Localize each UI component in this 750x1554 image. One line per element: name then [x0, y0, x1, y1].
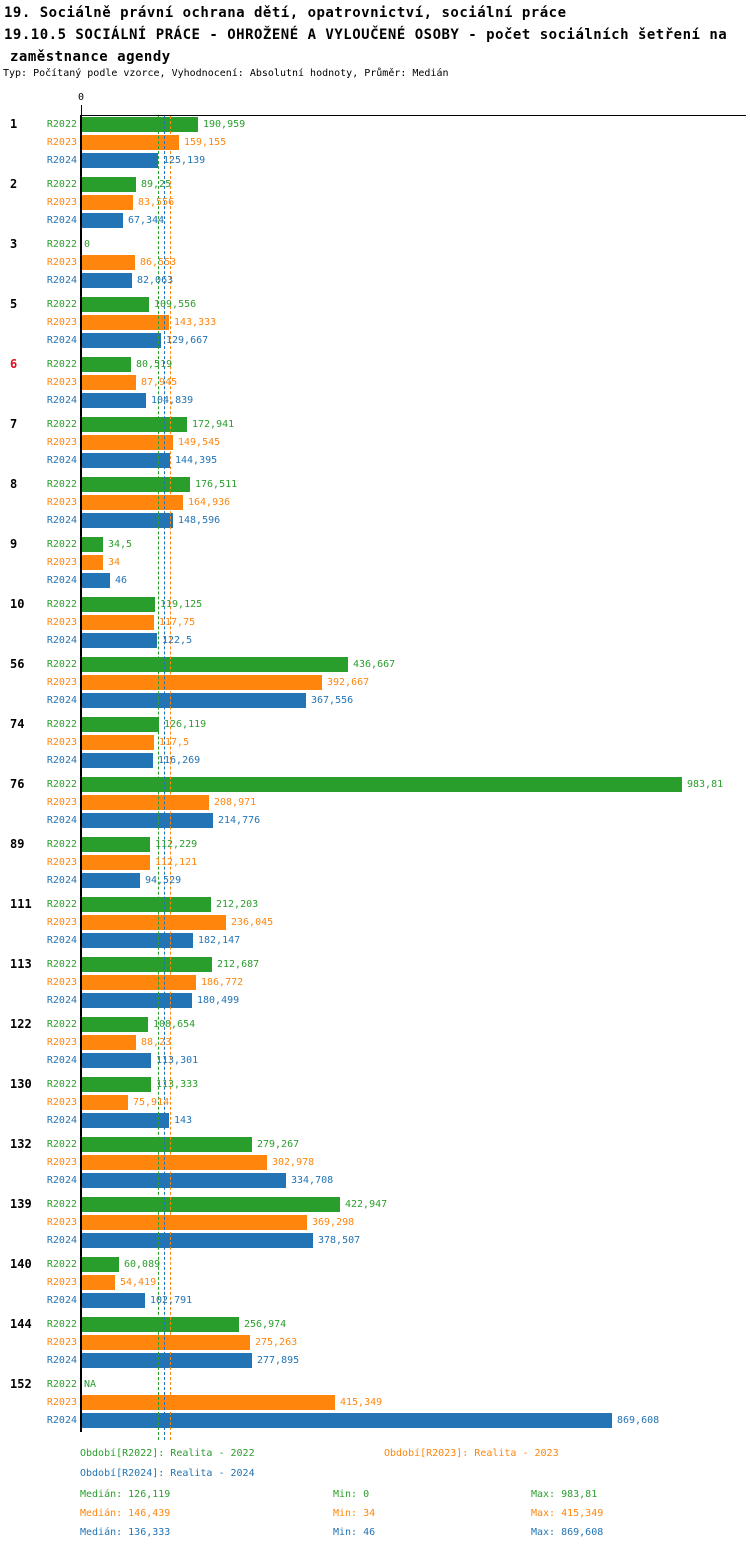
bar: [82, 897, 211, 912]
bar: [82, 435, 173, 450]
series-label: R2022: [46, 1259, 77, 1270]
bar-value-label: 116,269: [158, 755, 201, 766]
bar-value-label: 0: [84, 239, 91, 250]
bar: [82, 1293, 145, 1308]
bar: [82, 315, 169, 330]
series-label: R2022: [46, 1139, 77, 1150]
bar: [82, 615, 154, 630]
bar: [82, 597, 155, 612]
series-label: R2024: [46, 575, 77, 586]
series-label: R2024: [46, 335, 77, 346]
series-label: R2023: [46, 677, 77, 688]
series-label: R2023: [46, 377, 77, 388]
series-label: R2022: [46, 1199, 77, 1210]
group-label: 7: [10, 417, 18, 431]
bar: [82, 453, 170, 468]
bar: [82, 1173, 286, 1188]
bar: [82, 1353, 252, 1368]
series-label: R2023: [46, 437, 77, 448]
bar-value-label: 182,147: [198, 935, 241, 946]
series-label: R2022: [46, 719, 77, 730]
stat-min-r2024: Min: 46: [333, 1527, 376, 1538]
bar: [82, 195, 133, 210]
bar-value-label: 75,914: [133, 1097, 170, 1108]
series-label: R2022: [46, 539, 77, 550]
series-label: R2022: [46, 1319, 77, 1330]
bar-value-label: 117,5: [159, 737, 190, 748]
bar-value-label: 302,978: [272, 1157, 315, 1168]
bar: [82, 177, 136, 192]
series-label: R2023: [46, 197, 77, 208]
group-label: 9: [10, 537, 18, 551]
bar: [82, 1137, 252, 1152]
bar-value-label: 143: [174, 1115, 193, 1126]
bar-value-label: 378,507: [318, 1235, 361, 1246]
series-label: R2023: [46, 617, 77, 628]
group-label: 56: [10, 657, 25, 671]
report-title-line1: 19. Sociálně právní ochrana dětí, opatrovnictví, sociální práce: [4, 5, 567, 21]
bar: [82, 1113, 169, 1128]
series-label: R2023: [46, 797, 77, 808]
series-label: R2023: [46, 737, 77, 748]
report-title-line2: 19.10.5 SOCIÁLNÍ PRÁCE - OHROŽENÉ A VYLOUČENÉ OSOBY - počet sociálních šetření na: [4, 27, 728, 43]
bar: [82, 777, 682, 792]
series-label: R2022: [46, 299, 77, 310]
bar: [82, 795, 209, 810]
bar-value-label: 34: [108, 557, 121, 568]
bar-value-label: 129,667: [166, 335, 209, 346]
bar: [82, 1413, 612, 1428]
bar: [82, 1275, 115, 1290]
bar: [82, 993, 192, 1008]
series-label: R2022: [46, 959, 77, 970]
bar-value-label: 869,608: [617, 1415, 660, 1426]
legend-item-r2024: Období[R2024]: Realita - 2024: [80, 1468, 255, 1479]
bar: [82, 495, 183, 510]
series-label: R2022: [46, 1019, 77, 1030]
series-label: R2022: [46, 359, 77, 370]
bar-value-label: NA: [84, 1379, 97, 1390]
group-label: 10: [10, 597, 25, 611]
stat-min-r2022: Min: 0: [333, 1489, 370, 1500]
series-label: R2023: [46, 1337, 77, 1348]
group-label: 132: [10, 1137, 32, 1151]
bar-value-label: 164,936: [188, 497, 231, 508]
series-label: R2023: [46, 1157, 77, 1168]
bar: [82, 1257, 119, 1272]
group-label: 111: [10, 897, 32, 911]
bar: [82, 855, 150, 870]
group-label: 8: [10, 477, 18, 491]
series-label: R2022: [46, 239, 77, 250]
bar-value-label: 176,511: [195, 479, 238, 490]
bar-value-label: 108,654: [153, 1019, 196, 1030]
bar-value-label: 149,545: [178, 437, 221, 448]
group-label: 139: [10, 1197, 32, 1211]
bar: [82, 513, 173, 528]
bar-value-label: 212,203: [216, 899, 259, 910]
bar: [82, 1155, 267, 1170]
bar-value-label: 190,959: [203, 119, 246, 130]
stat-max-r2023: Max: 415,349: [531, 1508, 604, 1519]
stat-min-r2023: Min: 34: [333, 1508, 376, 1519]
legend-item-r2022: Období[R2022]: Realita - 2022: [80, 1448, 255, 1459]
bar: [82, 633, 157, 648]
bar: [82, 873, 140, 888]
series-label: R2024: [46, 815, 77, 826]
bar: [82, 753, 153, 768]
bar-value-label: 104,839: [151, 395, 194, 406]
series-label: R2024: [46, 1055, 77, 1066]
series-label: R2022: [46, 419, 77, 430]
stat-max-r2024: Max: 869,608: [531, 1527, 604, 1538]
series-label: R2024: [46, 1415, 77, 1426]
series-label: R2023: [46, 1277, 77, 1288]
bar: [82, 393, 146, 408]
series-label: R2024: [46, 635, 77, 646]
bar: [82, 1035, 136, 1050]
series-label: R2024: [46, 935, 77, 946]
series-label: R2023: [46, 137, 77, 148]
bar: [82, 273, 132, 288]
bar-value-label: 54,419: [120, 1277, 157, 1288]
bar-value-label: 126,119: [164, 719, 207, 730]
bar-value-label: 143,333: [174, 317, 217, 328]
bar-value-label: 82,063: [137, 275, 174, 286]
bar-value-label: 436,667: [353, 659, 396, 670]
bar-value-label: 983,81: [687, 779, 724, 790]
group-label: 3: [10, 237, 18, 251]
bar-value-label: 113,301: [156, 1055, 199, 1066]
bar: [82, 1053, 151, 1068]
bar-value-label: 214,776: [218, 815, 261, 826]
bar-value-label: 122,5: [162, 635, 193, 646]
group-label: 122: [10, 1017, 32, 1031]
report-title-line3: zaměstnance agendy: [10, 49, 171, 65]
bar-value-label: 89,25: [141, 179, 172, 190]
series-label: R2024: [46, 1115, 77, 1126]
series-label: R2024: [46, 995, 77, 1006]
series-label: R2023: [46, 557, 77, 568]
median-line-r2022: [158, 116, 159, 1440]
bar-value-label: 102,791: [150, 1295, 193, 1306]
bar-value-label: 392,667: [327, 677, 370, 688]
bar: [82, 255, 135, 270]
bar: [82, 1395, 335, 1410]
series-label: R2022: [46, 179, 77, 190]
series-label: R2022: [46, 839, 77, 850]
x-axis-line: [81, 115, 746, 116]
bar-value-label: 34,5: [108, 539, 133, 550]
series-label: R2022: [46, 1379, 77, 1390]
bar: [82, 1215, 307, 1230]
bar-value-label: 334,708: [291, 1175, 334, 1186]
series-label: R2022: [46, 659, 77, 670]
series-label: R2024: [46, 1175, 77, 1186]
bar: [82, 357, 131, 372]
bar: [82, 537, 103, 552]
group-label: 5: [10, 297, 18, 311]
bar: [82, 213, 123, 228]
bar: [82, 117, 198, 132]
bar: [82, 675, 322, 690]
series-label: R2024: [46, 1355, 77, 1366]
bar: [82, 375, 136, 390]
series-label: R2024: [46, 1235, 77, 1246]
series-label: R2023: [46, 1217, 77, 1228]
bar: [82, 1233, 313, 1248]
bar-value-label: 148,596: [178, 515, 221, 526]
bar: [82, 1017, 148, 1032]
bar-value-label: 186,772: [201, 977, 244, 988]
bar-value-label: 159,155: [184, 137, 227, 148]
series-label: R2023: [46, 977, 77, 988]
stat-median-r2024: Medián: 136,333: [80, 1527, 171, 1538]
series-label: R2024: [46, 515, 77, 526]
bar: [82, 693, 306, 708]
bar: [82, 975, 196, 990]
series-label: R2023: [46, 317, 77, 328]
bar: [82, 1077, 151, 1092]
series-label: R2024: [46, 875, 77, 886]
bar: [82, 717, 159, 732]
bar-value-label: 112,121: [155, 857, 198, 868]
bar-value-label: 86,553: [140, 257, 177, 268]
bar-value-label: 46: [115, 575, 128, 586]
bar: [82, 1197, 340, 1212]
bar-value-label: 87,945: [141, 377, 178, 388]
series-label: R2023: [46, 917, 77, 928]
bar-value-label: 208,971: [214, 797, 257, 808]
bar: [82, 933, 193, 948]
x-axis-zero-label: 0: [77, 92, 85, 103]
bar-value-label: 275,263: [255, 1337, 298, 1348]
group-label: 113: [10, 957, 32, 971]
bar-value-label: 60,089: [124, 1259, 161, 1270]
bar-value-label: 236,045: [231, 917, 274, 928]
bar: [82, 657, 348, 672]
bar: [82, 573, 110, 588]
bar: [82, 297, 149, 312]
series-label: R2024: [46, 1295, 77, 1306]
median-line-r2023: [170, 116, 171, 1440]
group-label: 2: [10, 177, 18, 191]
stat-max-r2022: Max: 983,81: [531, 1489, 598, 1500]
group-label: 152: [10, 1377, 32, 1391]
series-label: R2024: [46, 455, 77, 466]
bar-value-label: 279,267: [257, 1139, 300, 1150]
group-label: 140: [10, 1257, 32, 1271]
series-label: R2022: [46, 479, 77, 490]
bar-value-label: 83,556: [138, 197, 175, 208]
group-label: 1: [10, 117, 18, 131]
group-label: 74: [10, 717, 25, 731]
series-label: R2024: [46, 695, 77, 706]
bar: [82, 915, 226, 930]
bar: [82, 153, 158, 168]
bar-value-label: 80,519: [136, 359, 173, 370]
bar: [82, 555, 103, 570]
bar: [82, 813, 213, 828]
bar: [82, 1335, 250, 1350]
bar: [82, 333, 161, 348]
bar: [82, 1317, 239, 1332]
bar-value-label: 367,556: [311, 695, 354, 706]
bar-value-label: 125,139: [163, 155, 206, 166]
group-label: 76: [10, 777, 25, 791]
series-label: R2023: [46, 1397, 77, 1408]
bar-value-label: 369,298: [312, 1217, 355, 1228]
bar-value-label: 180,499: [197, 995, 240, 1006]
report-meta-line: Typ: Počítaný podle vzorce, Vyhodnocení: Absolutní hodnoty, Průměr: Medián: [3, 68, 449, 79]
bar: [82, 957, 212, 972]
group-label: 6: [10, 357, 18, 371]
bar: [82, 837, 150, 852]
bar: [82, 735, 154, 750]
series-label: R2024: [46, 395, 77, 406]
bar: [82, 1095, 128, 1110]
bar-value-label: 212,687: [217, 959, 260, 970]
x-axis-zero-tick: [81, 105, 82, 115]
series-label: R2024: [46, 275, 77, 286]
series-label: R2024: [46, 155, 77, 166]
series-label: R2023: [46, 257, 77, 268]
bar-value-label: 94,529: [145, 875, 182, 886]
bar-value-label: 112,229: [155, 839, 198, 850]
bar-value-label: 67,344: [128, 215, 165, 226]
series-label: R2022: [46, 1079, 77, 1090]
series-label: R2023: [46, 857, 77, 868]
bar-value-label: 88,23: [141, 1037, 172, 1048]
series-label: R2022: [46, 899, 77, 910]
median-line-r2024: [164, 116, 165, 1440]
bar: [82, 417, 187, 432]
series-label: R2022: [46, 119, 77, 130]
bar: [82, 477, 190, 492]
group-label: 89: [10, 837, 25, 851]
series-label: R2022: [46, 779, 77, 790]
series-label: R2024: [46, 215, 77, 226]
stat-median-r2022: Medián: 126,119: [80, 1489, 171, 1500]
series-label: R2024: [46, 755, 77, 766]
bar-value-label: 172,941: [192, 419, 235, 430]
series-label: R2023: [46, 497, 77, 508]
bar-value-label: 422,947: [345, 1199, 388, 1210]
series-label: R2023: [46, 1037, 77, 1048]
series-label: R2023: [46, 1097, 77, 1108]
group-label: 144: [10, 1317, 32, 1331]
stat-median-r2023: Medián: 146,439: [80, 1508, 171, 1519]
bar-value-label: 119,125: [160, 599, 203, 610]
group-label: 130: [10, 1077, 32, 1091]
bar-value-label: 277,895: [257, 1355, 300, 1366]
series-label: R2022: [46, 599, 77, 610]
bar-value-label: 109,556: [154, 299, 197, 310]
bar-value-label: 256,974: [244, 1319, 287, 1330]
bar-value-label: 117,75: [159, 617, 196, 628]
bar-value-label: 415,349: [340, 1397, 383, 1408]
legend-item-r2023: Období[R2023]: Realita - 2023: [384, 1448, 559, 1459]
bar-value-label: 113,333: [156, 1079, 199, 1090]
bar-value-label: 144,395: [175, 455, 218, 466]
